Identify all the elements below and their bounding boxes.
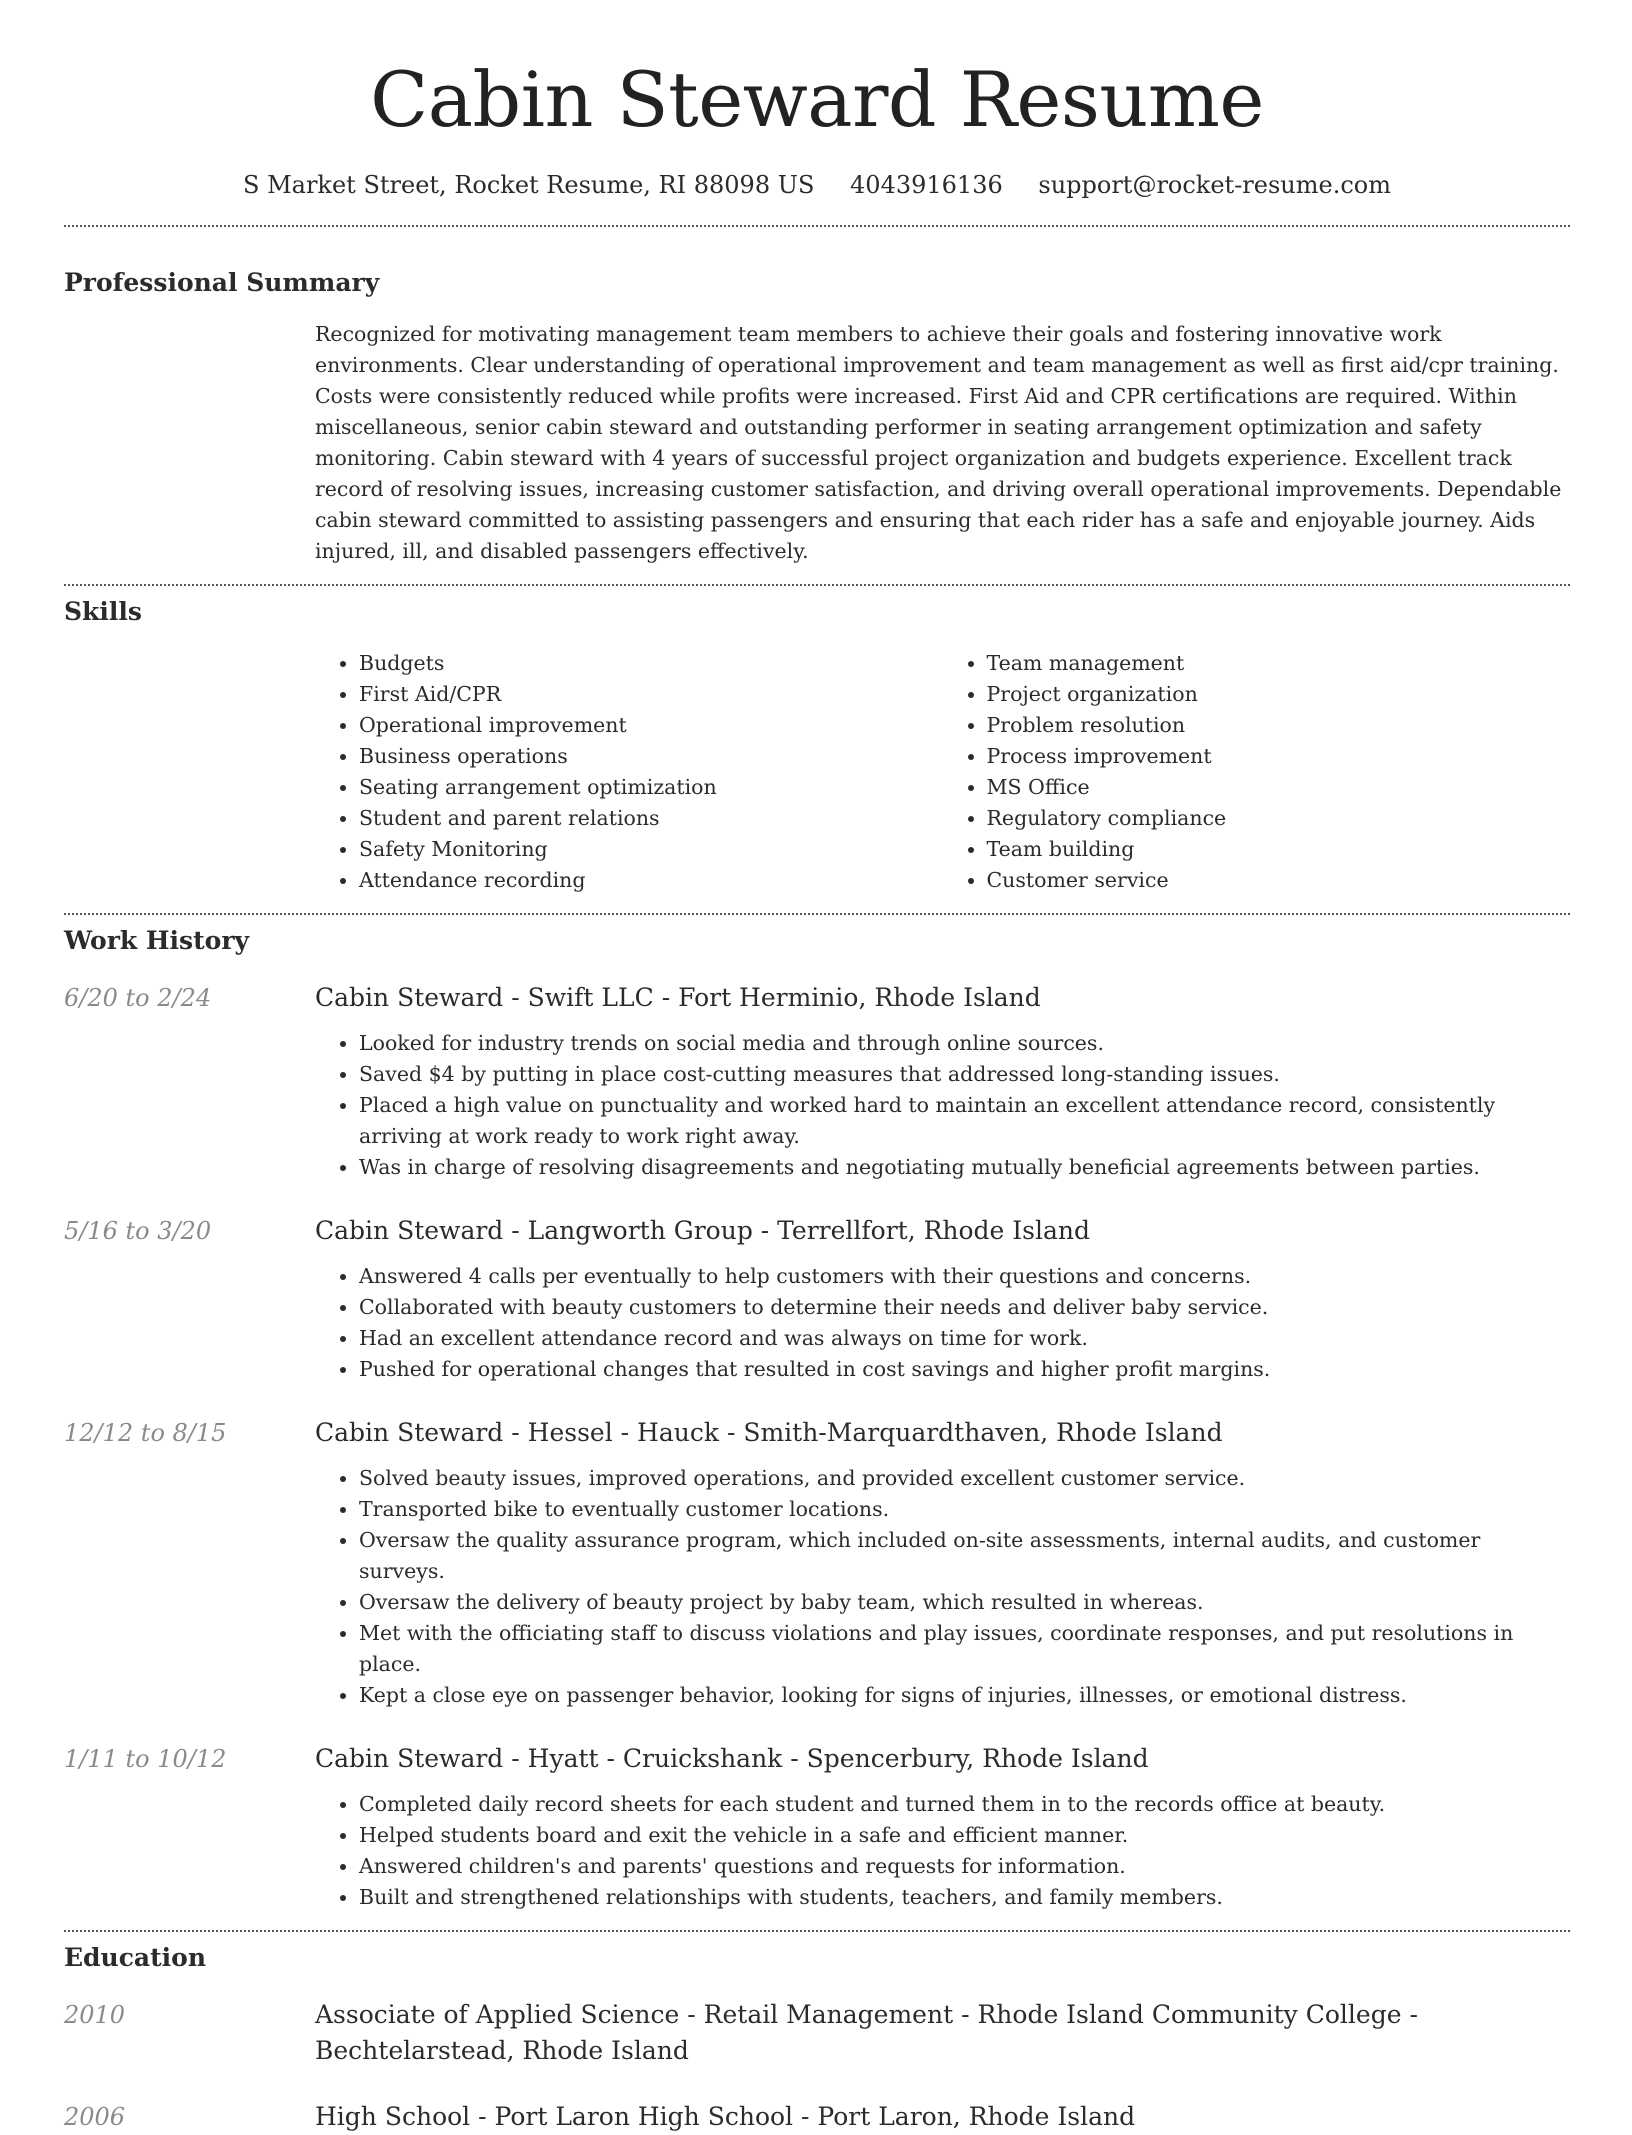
job-dates: 5/16 to 3/20 xyxy=(64,1217,212,1245)
skills-list xyxy=(315,648,1570,896)
job-bullets xyxy=(315,1463,1570,1711)
section-title-education: Education xyxy=(64,1943,207,1972)
skill-item: • Seating arrangement optimization xyxy=(359,772,943,803)
job-bullet: • Saved $4 by putting in place cost-cutting measures that addressed long-standing issues. xyxy=(359,1059,1570,1090)
job-bullets xyxy=(315,1789,1570,1913)
skill-item: • Team building xyxy=(987,834,1571,865)
education-year: 2006 xyxy=(64,2103,126,2131)
job-bullet: • Oversaw the delivery of beauty project by baby team, which resulted in whereas. xyxy=(359,1587,1570,1618)
job-bullet: • Placed a high value on punctuality and worked hard to maintain an excellent attendance record, consistently arriving at work ready to work right away. xyxy=(359,1090,1570,1152)
skills-column-right xyxy=(943,648,1571,896)
job-dates: 6/20 to 2/24 xyxy=(64,984,212,1012)
education-year: 2010 xyxy=(64,2001,126,2029)
job-dates: 1/11 to 10/12 xyxy=(64,1745,227,1773)
job-bullet: • Had an excellent attendance record and was always on time for work. xyxy=(359,1323,1570,1354)
job-bullet: • Built and strengthened relationships with students, teachers, and family members. xyxy=(359,1882,1570,1913)
job-bullet: • Pushed for operational changes that resulted in cost savings and higher profit margins. xyxy=(359,1354,1570,1385)
job-title: Cabin Steward - Hyatt - Cruickshank - Spencerbury, Rhode Island xyxy=(315,1744,1149,1773)
skill-item: • First Aid/CPR xyxy=(359,679,943,710)
job-bullet: • Was in charge of resolving disagreements and negotiating mutually beneficial agreements between parties. xyxy=(359,1152,1570,1183)
job-bullets xyxy=(315,1261,1570,1385)
job-bullet: • Answered children's and parents' questions and requests for information. xyxy=(359,1851,1570,1882)
job-bullet: • Oversaw the quality assurance program, which included on-site assessments, internal audits, and customer surveys. xyxy=(359,1525,1570,1587)
job-entry xyxy=(64,1213,1570,1385)
skill-item: • Regulatory compliance xyxy=(987,803,1571,834)
job-bullets xyxy=(315,1028,1570,1183)
job-bullet: • Met with the officiating staff to discuss violations and play issues, coordinate responses, and put resolutions in place. xyxy=(359,1618,1570,1680)
divider xyxy=(64,584,1570,586)
contact-email: support@rocket-resume.com xyxy=(1038,171,1391,199)
contact-line xyxy=(64,168,1570,202)
job-dates: 12/12 to 8/15 xyxy=(64,1419,227,1447)
skill-item: • Safety Monitoring xyxy=(359,834,943,865)
education-entry xyxy=(64,2099,1570,2135)
section-title-summary: Professional Summary xyxy=(64,268,380,297)
skill-item: • Business operations xyxy=(359,741,943,772)
skill-item: • Budgets xyxy=(359,648,943,679)
summary-text: Recognized for motivating management team members to achieve their goals and fostering innovative work environments. Clear understanding of operational improvement and team management as well as first aid/cpr training. Costs were consistently reduced while profits were increased. First Aid and CPR certifications are required. Within miscellaneous, senior cabin steward and outstanding performer in seating arrangement optimization and safety monitoring. Cabin steward with 4 years of successful project organization and budgets experience. Excellent track record of resolving issues, increasing customer satisfaction, and driving overall operational improvements. Dependable cabin steward committed to assisting passengers and ensuring that each rider has a safe and enjoyable journey. Aids injured, ill, and disabled passengers effectively. xyxy=(315,322,1562,563)
education-title: High School - Port Laron High School - Port Laron, Rhode Island xyxy=(315,2102,1136,2131)
divider xyxy=(64,913,1570,915)
education-entry xyxy=(64,1997,1570,2069)
education-title: Associate of Applied Science - Retail Management - Rhode Island Community College - Bechtelarstead, Rhode Island xyxy=(315,2000,1418,2065)
skill-item: • Operational improvement xyxy=(359,710,943,741)
skill-item: • MS Office xyxy=(987,772,1571,803)
job-bullet: • Helped students board and exit the vehicle in a safe and efficient manner. xyxy=(359,1820,1570,1851)
skill-item: • Attendance recording xyxy=(359,865,943,896)
divider xyxy=(64,225,1570,227)
job-bullet: • Solved beauty issues, improved operations, and provided excellent customer service. xyxy=(359,1463,1570,1494)
resume-title: Cabin Steward Resume xyxy=(370,55,1264,144)
job-bullet: • Kept a close eye on passenger behavior, looking for signs of injuries, illnesses, or emotional distress. xyxy=(359,1680,1570,1711)
job-entry xyxy=(64,1741,1570,1913)
skill-item: • Team management xyxy=(987,648,1571,679)
skill-item: • Process improvement xyxy=(987,741,1571,772)
skill-item: • Customer service xyxy=(987,865,1571,896)
job-title: Cabin Steward - Swift LLC - Fort Herminio, Rhode Island xyxy=(315,983,1041,1012)
job-bullet: • Completed daily record sheets for each student and turned them in to the records office at beauty. xyxy=(359,1789,1570,1820)
skill-item: • Student and parent relations xyxy=(359,803,943,834)
contact-address: S Market Street, Rocket Resume, RI 88098 US xyxy=(243,171,815,199)
job-bullet: • Answered 4 calls per eventually to help customers with their questions and concerns. xyxy=(359,1261,1570,1292)
job-entry xyxy=(64,1415,1570,1711)
job-title: Cabin Steward - Hessel - Hauck - Smith-Marquardthaven, Rhode Island xyxy=(315,1418,1223,1447)
job-title: Cabin Steward - Langworth Group - Terrellfort, Rhode Island xyxy=(315,1216,1091,1245)
contact-phone: 4043916136 xyxy=(850,171,1003,199)
job-entry xyxy=(64,980,1570,1183)
job-bullet: • Transported bike to eventually customer locations. xyxy=(359,1494,1570,1525)
section-title-work: Work History xyxy=(64,926,250,955)
resume-page xyxy=(64,0,1570,2135)
divider xyxy=(64,1930,1570,1932)
job-bullet: • Collaborated with beauty customers to determine their needs and deliver baby service. xyxy=(359,1292,1570,1323)
skill-item: • Problem resolution xyxy=(987,710,1571,741)
skill-item: • Project organization xyxy=(987,679,1571,710)
job-bullet: • Looked for industry trends on social media and through online sources. xyxy=(359,1028,1570,1059)
section-title-skills: Skills xyxy=(64,597,142,626)
skills-column-left xyxy=(315,648,943,896)
